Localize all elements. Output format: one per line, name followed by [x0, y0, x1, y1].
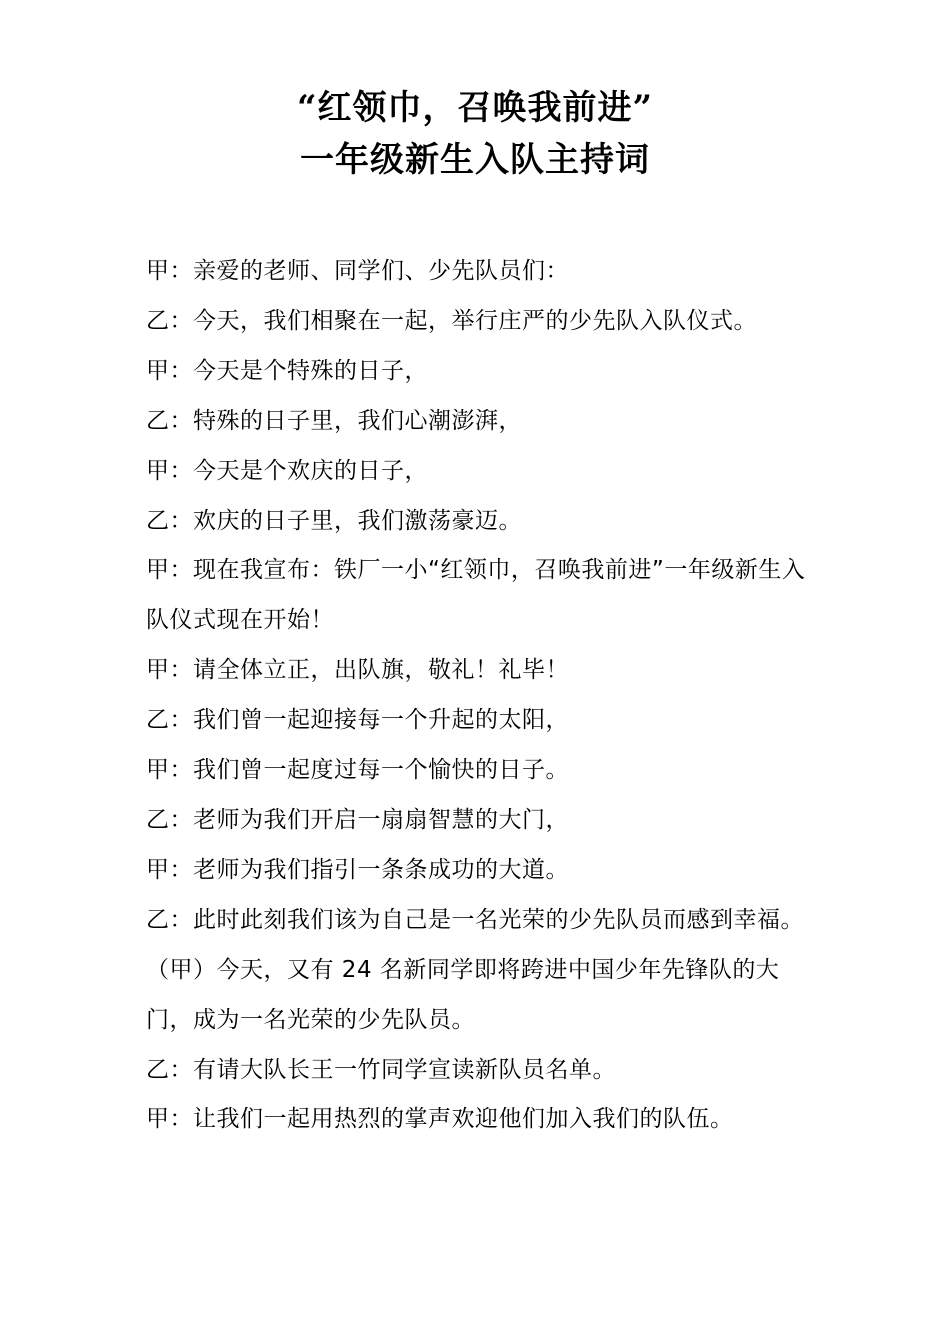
- paragraph: 乙：此时此刻我们该为自己是一名光荣的少先队员而感到幸福。: [146, 906, 804, 933]
- paragraph: 乙：有请大队长王一竹同学宣读新队员名单。: [146, 1056, 616, 1083]
- paragraph: 乙：特殊的日子里，我们心潮澎湃，: [146, 407, 522, 434]
- paragraph: 甲：今天是个欢庆的日子，: [146, 457, 428, 484]
- title-line-2: 一年级新生入队主持词: [300, 140, 650, 180]
- paragraph: 乙：我们曾一起迎接每一个升起的太阳，: [146, 707, 569, 734]
- paragraph: 甲：现在我宣布：铁厂一小“红领巾，召唤我前进”一年级新生入队仪式现在开始！: [146, 557, 806, 634]
- document-body: [146, 247, 816, 1145]
- paragraph: 乙：老师为我们开启一扇扇智慧的大门，: [146, 806, 569, 833]
- paragraph: 甲：亲爱的老师、同学们、少先队员们：: [146, 258, 569, 284]
- paragraph: （甲）今天，又有 24 名新同学即将跨进中国少年先锋队的大门，成为一名光荣的少先队员。: [146, 956, 780, 1033]
- paragraph: 甲：我们曾一起度过每一个愉快的日子。: [146, 757, 569, 784]
- document-title: [0, 82, 950, 186]
- paragraph: 甲：请全体立正，出队旗，敬礼！礼毕！: [146, 657, 569, 684]
- title-line-1: “红领巾，召唤我前进”: [296, 88, 654, 128]
- paragraph: 乙：欢庆的日子里，我们激荡豪迈。: [146, 507, 522, 534]
- paragraph: 甲：今天是个特殊的日子，: [146, 357, 428, 384]
- paragraph: 乙：今天，我们相聚在一起，举行庄严的少先队入队仪式。: [146, 307, 757, 334]
- paragraph: 甲：老师为我们指引一条条成功的大道。: [146, 856, 569, 883]
- paragraph: 甲：让我们一起用热烈的掌声欢迎他们加入我们的队伍。: [146, 1106, 734, 1133]
